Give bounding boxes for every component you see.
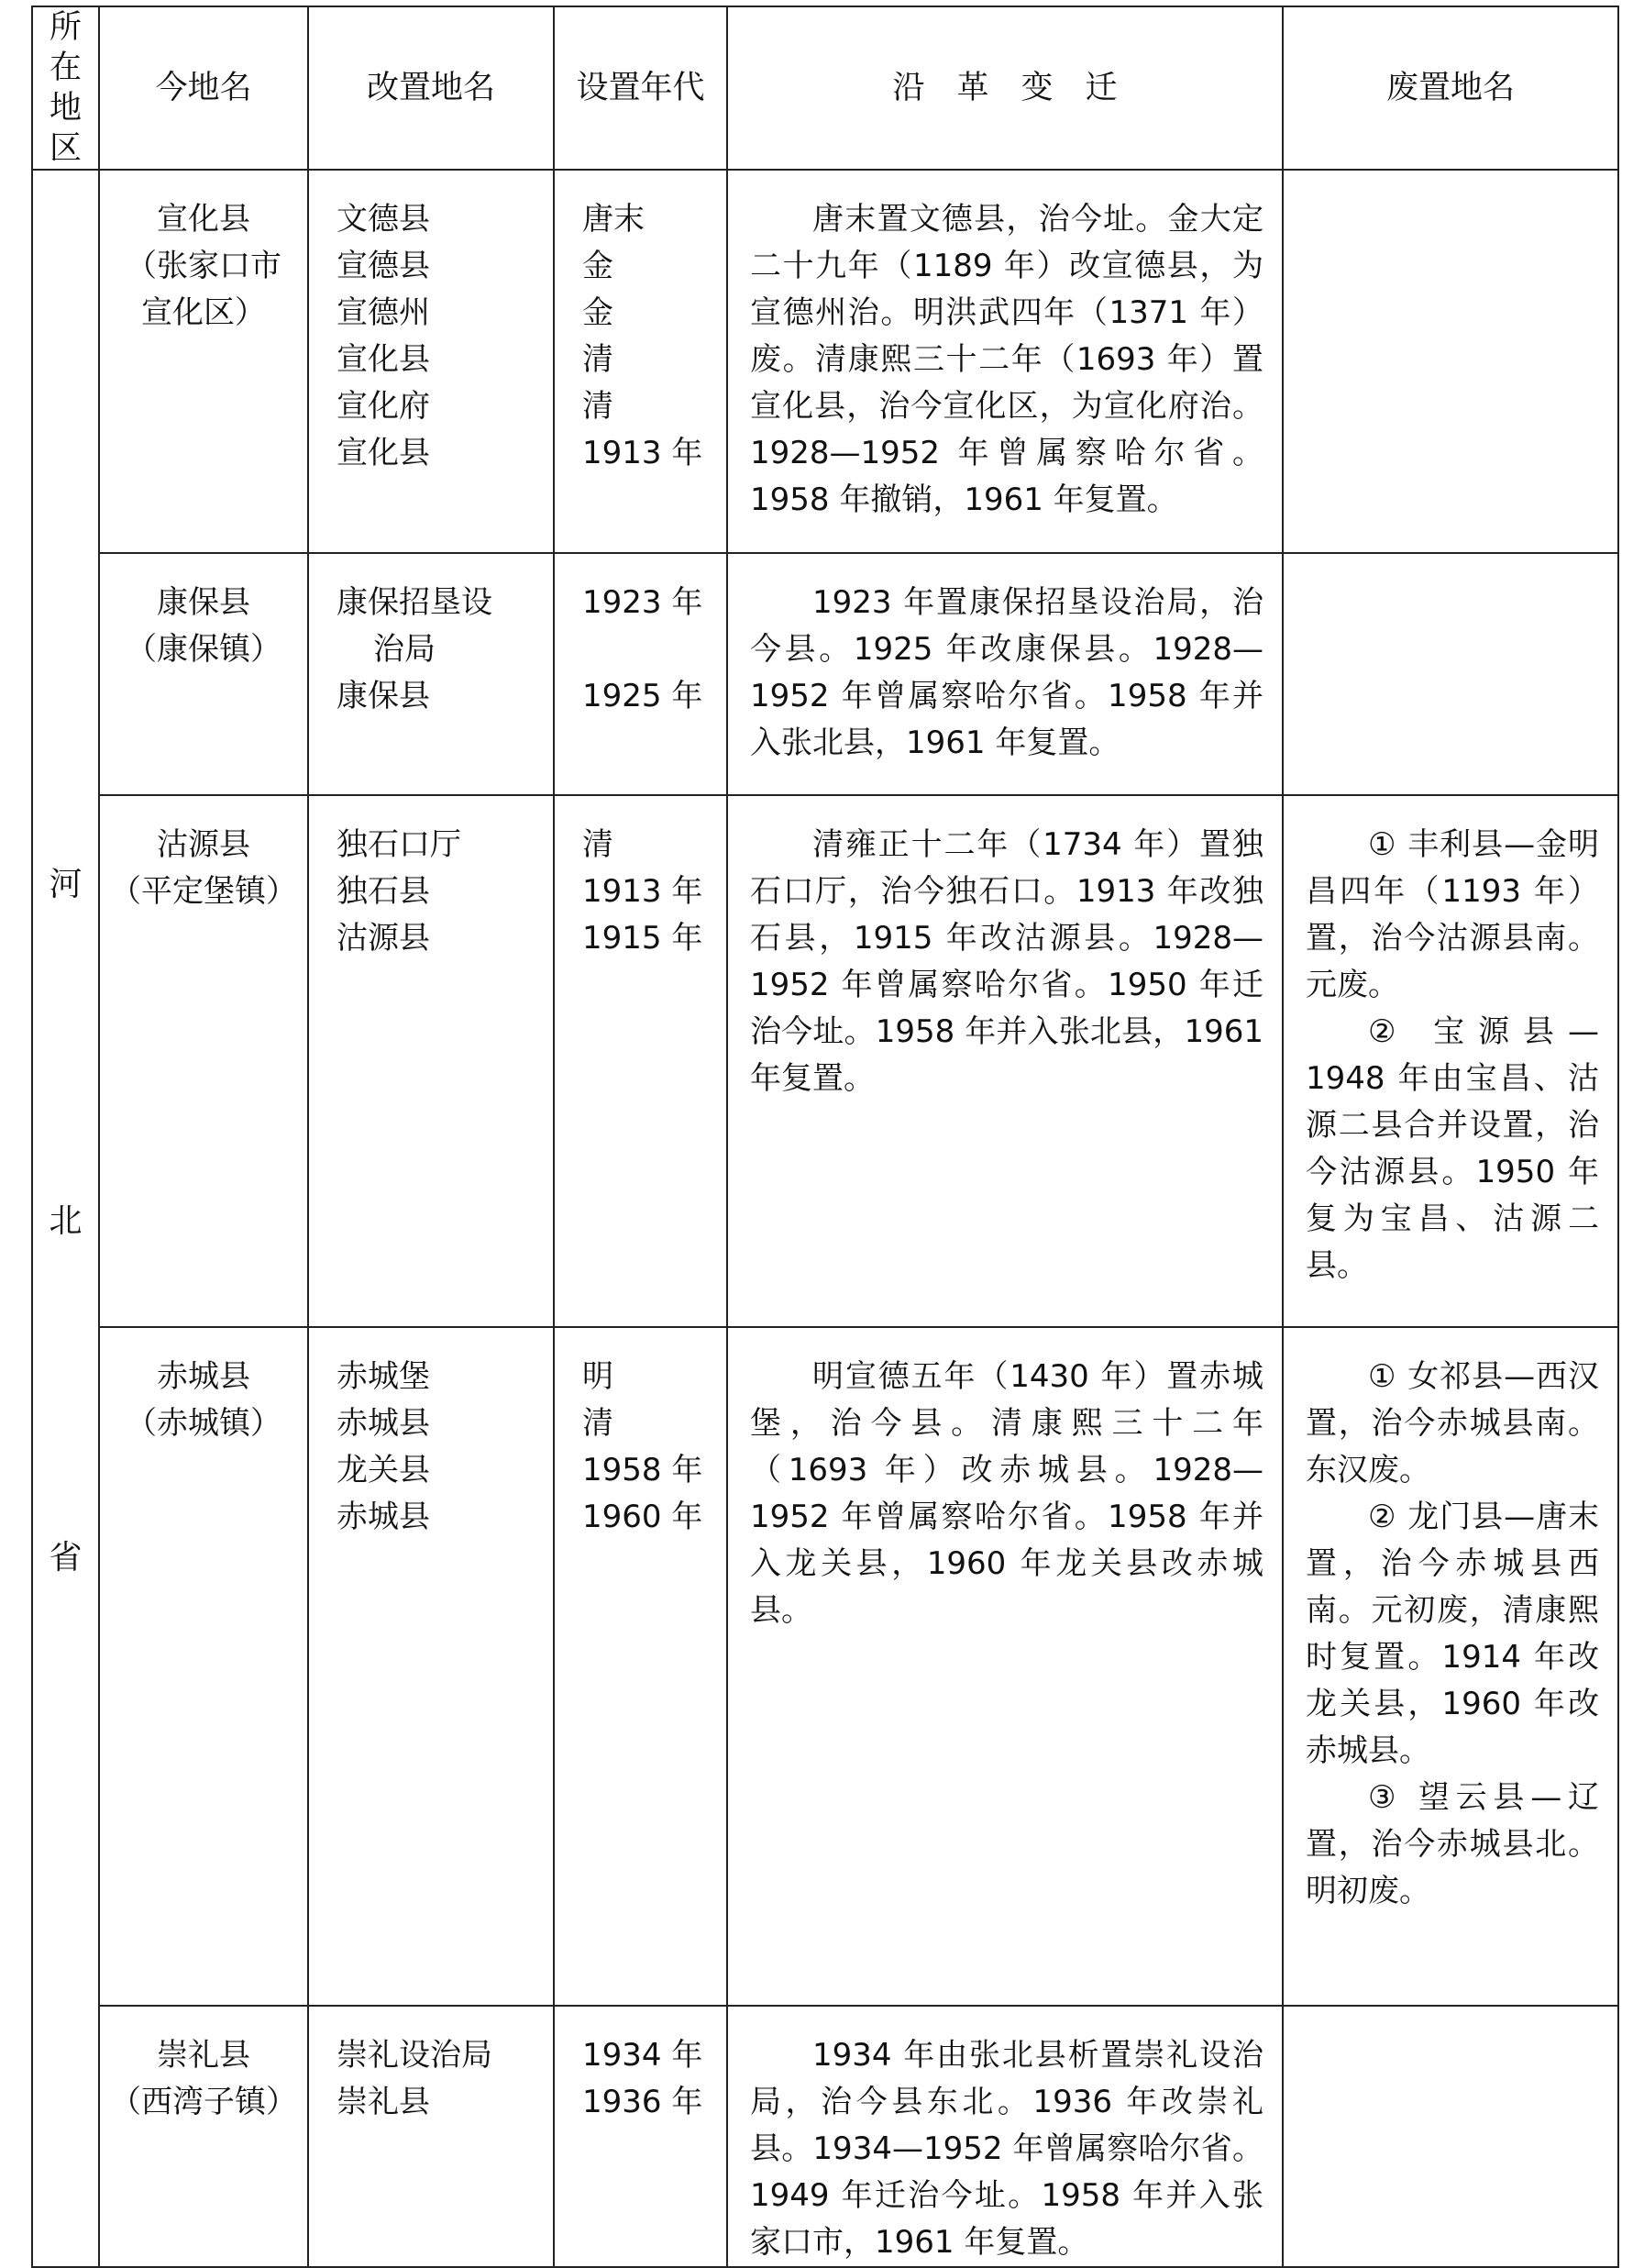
history-cell: 1934 年由张北县析置崇礼设治局，治今县东北。1936 年改崇礼县。1934—1952 年曾属察哈尔省。1949 年迁治今址。1958 年并入张家口市，1961 年复置。 [727,2006,1283,2267]
abolished-cell [1283,553,1618,795]
region-char: 河 [49,866,83,904]
table-row [32,1327,1618,2006]
table-row [32,170,1618,553]
abolished-entry: ③ 望云县—辽置，治今赤城县北。明初废。 [1306,1779,1599,1909]
header-abolished-name: 废置地名 [1283,6,1618,170]
abolished-cell [1283,1327,1618,2006]
years-cell: 1923 年 1925 年 [554,553,727,795]
current-name-cell: 崇礼县 （西湾子镇） [99,2006,308,2267]
region-cell [32,170,99,2267]
renamed-names-cell: 赤城堡 赤城县 龙关县 赤城县 [308,1327,554,2006]
header-region: 所在地区 [32,6,99,170]
table-row [32,795,1618,1327]
table-row [32,553,1618,795]
years-cell: 唐末 金 金 清 清 1913 年 [554,170,727,553]
renamed-names-cell: 独石口厅 独石县 沽源县 [308,795,554,1327]
region-char: 北 [49,1201,83,1240]
header-current-name: 今地名 [99,6,308,170]
renamed-names-cell: 崇礼设治局 崇礼县 [308,2006,554,2267]
renamed-names-cell: 文德县 宣德县 宣德州 宣化县 宣化府 宣化县 [308,170,554,553]
abolished-entry: ② 龙门县—唐末置，治今赤城县西南。元初废，清康熙时复置。1914 年改龙关县，1960 年改赤城县。 [1306,1499,1599,1769]
current-name-cell: 宣化县 （张家口市 宣化区） [99,170,308,553]
history-cell: 唐末置文德县，治今址。金大定二十九年（1189 年）改宣德县，为宣德州治。明洪武四年（1371 年）废。清康熙三十二年（1693 年）置宣化县，治今宣化区，为宣化府治。1928—1952 年曾属察哈尔省。1958 年撤销，1961 年复置。 [727,170,1283,553]
header-renamed-name: 改置地名 [308,6,554,170]
abolished-cell [1283,2006,1618,2267]
history-cell: 明宣德五年（1430 年）置赤城堡，治今县。清康熙三十二年（1693 年）改赤城县。1928—1952 年曾属察哈尔省。1958 年并入龙关县，1960 年龙关县改赤城县。 [727,1327,1283,2006]
abolished-cell [1283,170,1618,553]
current-name-cell: 赤城县 （赤城镇） [99,1327,308,2006]
years-cell: 清 1913 年 1915 年 [554,795,727,1327]
current-name-cell: 沽源县 （平定堡镇） [99,795,308,1327]
abolished-entry: ② 宝源县—1948 年由宝昌、沽源二县合并设置，治今沽源县。1950 年复为宝昌、沽源二县。 [1306,1013,1599,1284]
header-history: 沿 革 变 迁 [727,6,1283,170]
table-row [32,2006,1618,2267]
renamed-names-cell: 康保招垦设 治局 康保县 [308,553,554,795]
history-cell: 1923 年置康保招垦设治局，治今县。1925 年改康保县。1928—1952 年曾属察哈尔省。1958 年并入张北县，1961 年复置。 [727,553,1283,795]
region-char: 省 [49,1538,83,1577]
abolished-entry: ① 丰利县—金明昌四年（1193 年）置，治今沽源县南。元废。 [1306,826,1599,1003]
years-cell: 1934 年 1936 年 [554,2006,727,2267]
abolished-cell [1283,795,1618,1327]
abolished-entry: ① 女祁县—西汉置，治今赤城县南。东汉废。 [1306,1358,1599,1488]
gazetteer-table [31,6,1619,2268]
current-name-cell: 康保县 （康保镇） [99,553,308,795]
header-established-year: 设置年代 [554,6,727,170]
history-cell: 清雍正十二年（1734 年）置独石口厅，治今独石口。1913 年改独石县，1915 年改沽源县。1928—1952 年曾属察哈尔省。1950 年迁治今址。1958 年并入张北县，1961 年复置。 [727,795,1283,1327]
header-row [32,6,1618,170]
years-cell: 明 清 1958 年 1960 年 [554,1327,727,2006]
